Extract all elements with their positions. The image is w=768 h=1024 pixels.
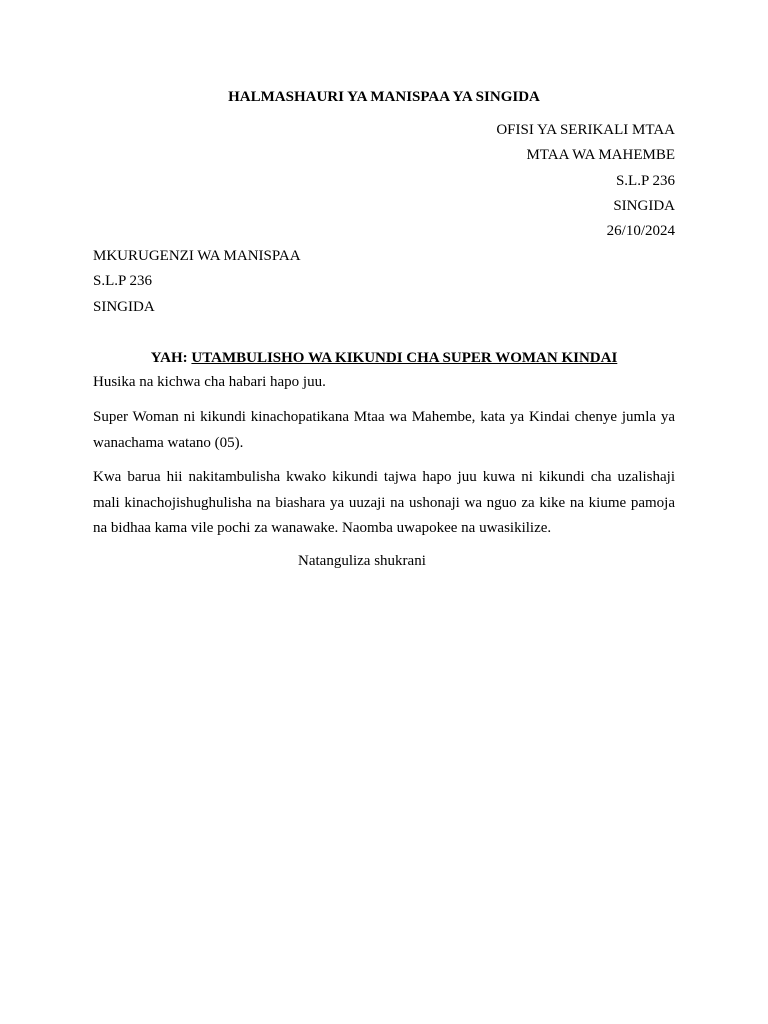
sender-po-box: S.L.P 236 (615, 172, 675, 189)
recipient-address (93, 246, 301, 322)
letter-heading: HALMASHAURI YA MANISPAA YA SINGIDA (228, 89, 540, 105)
body-paragraph: Super Woman ni kikundi kinachopatikana Mtaa wa Mahembe, kata ya Kindai chenye jumla ya wanachama watano (05). (93, 409, 675, 451)
sender-city: SINGIDA (613, 197, 675, 214)
sender-address (496, 120, 675, 246)
recipient-city: SINGIDA (93, 298, 155, 315)
recipient-title: MKURUGENZI WA MANISPAA (93, 248, 301, 264)
subject-line (0, 348, 768, 368)
subject-text: UTAMBULISHO WA KIKUNDI CHA SUPER WOMAN KINDAI (191, 350, 618, 366)
sender-office: OFISI YA SERIKALI MTAA (496, 122, 675, 138)
body-paragraph: Husika na kichwa cha habari hapo juu. (93, 374, 326, 390)
body-paragraph: Kwa barua hii nakitambulisha kwako kikundi tajwa hapo juu kuwa ni kikundi cha uzalishaji mali kinachojishughulisha na biashara ya uuzaji na ushonaji wa nguo za kike na kiume pamoja na bidhaa kama vile pochi za wanawake. Naomba uwapokee na uwasikilize. (93, 469, 675, 536)
letter-date: 26/10/2024 (606, 223, 675, 240)
sender-street: MTAA WA MAHEMBE (526, 147, 675, 164)
closing-line: Natanguliza shukrani (298, 553, 426, 569)
recipient-po-box: S.L.P 236 (93, 273, 153, 290)
subject-prefix: YAH: (150, 350, 188, 366)
